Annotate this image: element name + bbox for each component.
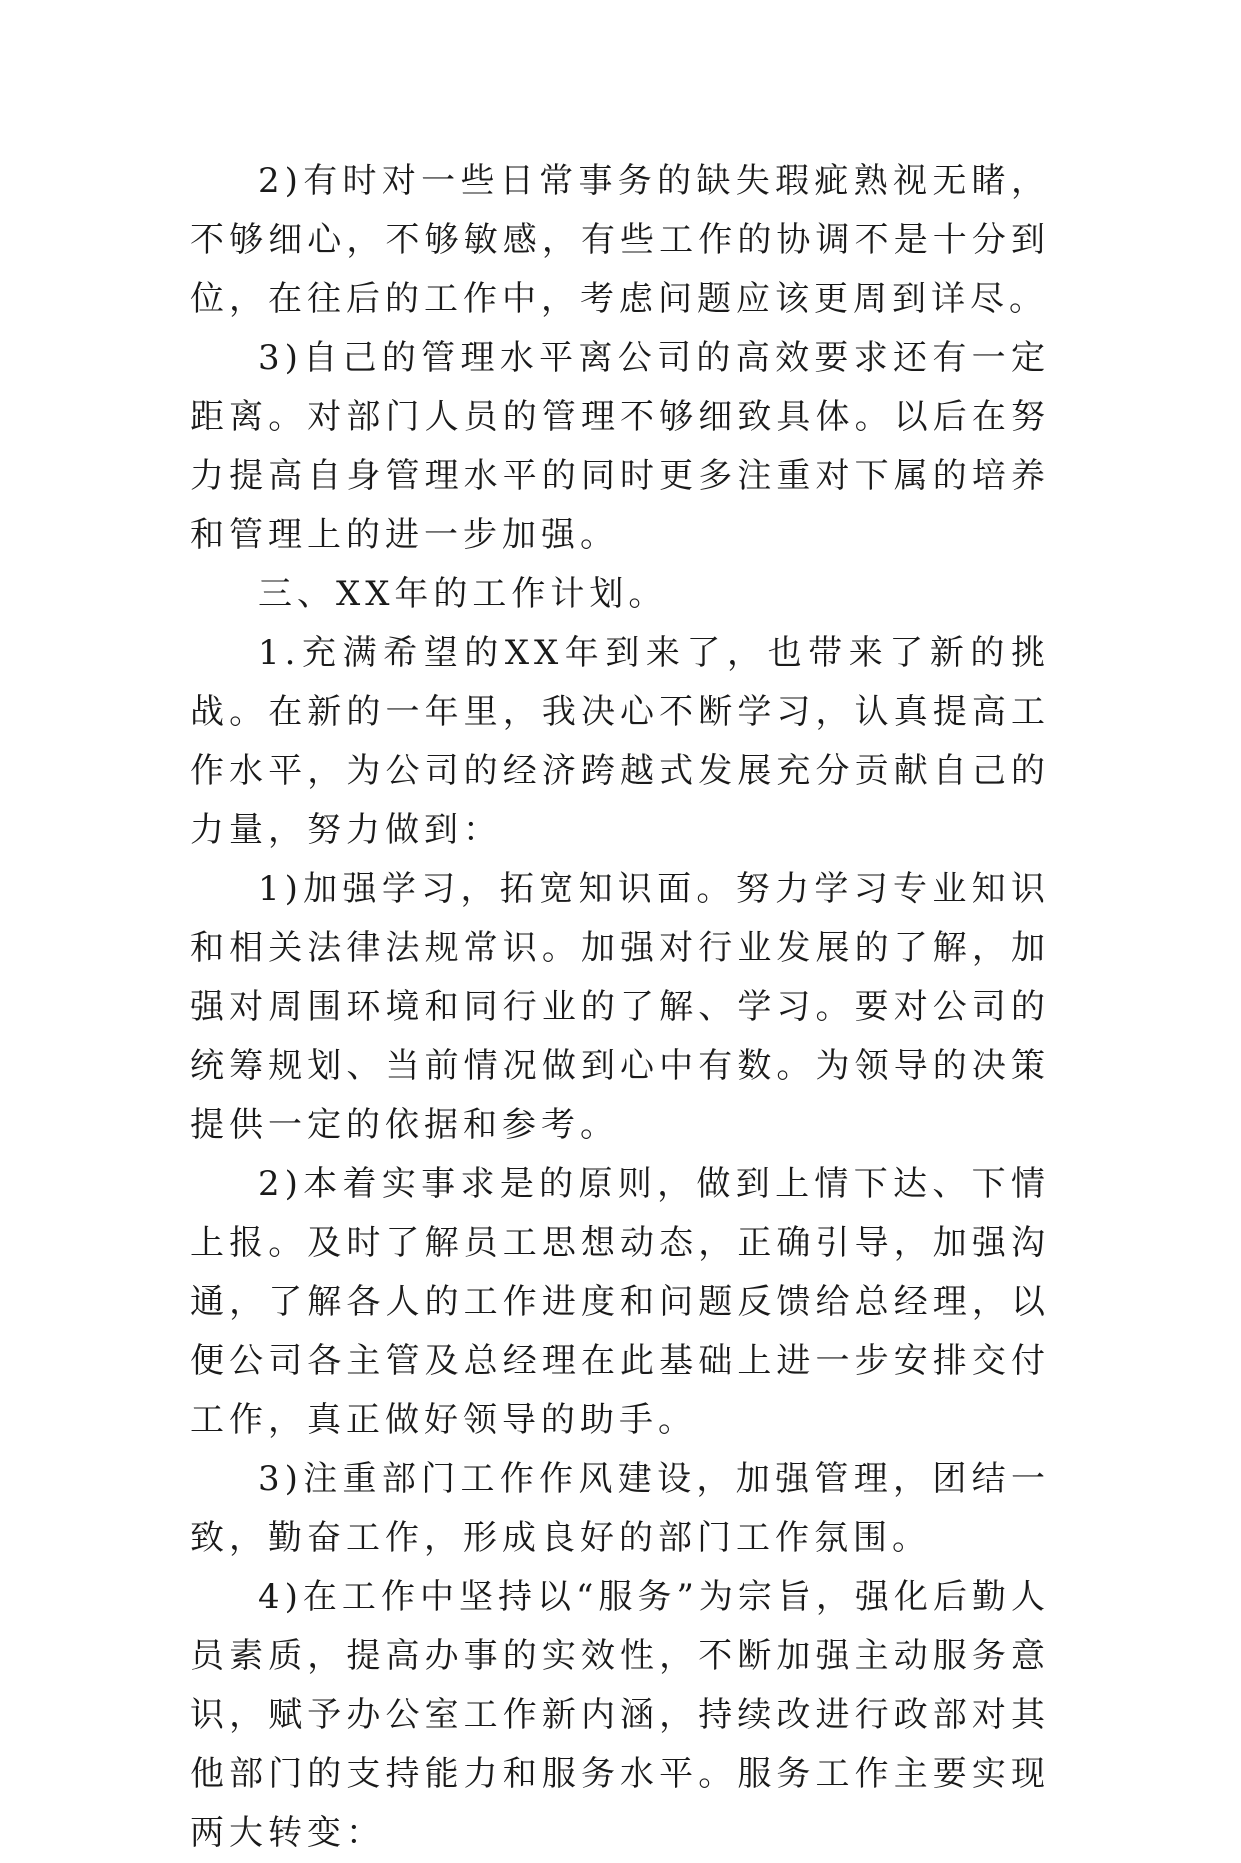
section-heading-work-plan: 三、XX年的工作计划。	[258, 574, 668, 614]
paragraph-item-3-management: 3)自己的管理水平离公司的高效要求还有一定距离。对部门人员的管理不够细致具体。以后在努力提高自身管理水平的同时更多注重对下属的培养和管理上的进一步加强。	[190, 338, 1050, 555]
paragraph-plan-intro: 1.充满希望的XX年到来了，也带来了新的挑战。在新的一年里，我决心不断学习，认真提高工作水平，为公司的经济跨越式发展充分贡献自己的力量，努力做到：	[190, 633, 1050, 850]
paragraph-plan-item-3: 3)注重部门工作作风建设，加强管理，团结一致，勤奋工作，形成良好的部门工作氛围。	[190, 1459, 1050, 1558]
paragraph-plan-item-4: 4)在工作中坚持以“服务”为宗旨，强化后勤人员素质，提高办事的实效性，不断加强主动服务意识，赋予办公室工作新内涵，持续改进行政部对其他部门的支持能力和服务水平。服务工作主要实现两大转变：	[190, 1577, 1050, 1853]
paragraph-item-2-detail: 2)有时对一些日常事务的缺失瑕疵熟视无睹，不够细心，不够敏感，有些工作的协调不是十分到位，在往后的工作中，考虑问题应该更周到详尽。	[190, 161, 1050, 319]
paragraph-plan-item-2: 2)本着实事求是的原则，做到上情下达、下情上报。及时了解员工思想动态，正确引导，加强沟通，了解各人的工作进度和问题反馈给总经理，以便公司各主管及总经理在此基础上进一步安排交付工作，真正做好领导的助手。	[190, 1164, 1050, 1440]
document-body	[190, 152, 1050, 1863]
paragraph-plan-item-1: 1)加强学习，拓宽知识面。努力学习专业知识和相关法律法规常识。加强对行业发展的了解，加强对周围环境和同行业的了解、学习。要对公司的统筹规划、当前情况做到心中有数。为领导的决策提供一定的依据和参考。	[190, 869, 1050, 1145]
